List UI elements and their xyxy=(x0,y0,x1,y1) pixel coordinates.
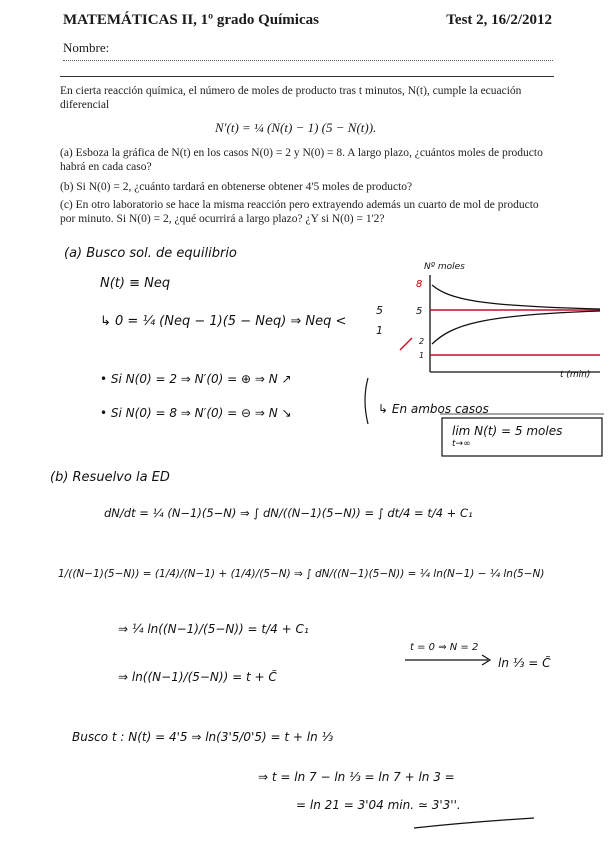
exam-title: MATEMÁTICAS II, 1º grado Químicas xyxy=(63,12,319,28)
solution-a-limit: lim N(t) = 5 moles xyxy=(452,424,563,438)
bracket-icon xyxy=(365,378,368,424)
solution-b-line4: ⇒ ln((N−1)/(5−N)) = t + C̃ xyxy=(118,670,277,684)
solution-b-heading: (b) Resuelvo la ED xyxy=(50,470,170,485)
equilibrium-root-5: 5 xyxy=(376,304,383,317)
solution-b-line5: Busco t : N(t) = 4'5 ⇒ ln(3'5/0'5) = t + ln ⅓ xyxy=(72,730,334,744)
solution-a-heading: (a) Busco sol. de equilibrio xyxy=(64,246,237,261)
initial-condition: t = 0 ⇒ N = 2 xyxy=(410,642,479,653)
red-arrow-icon xyxy=(400,338,412,350)
problem-part-a: (a) Esboza la gráfica de N(t) en los casos N(0) = 2 y N(0) = 8. A largo plazo, ¿cuántos moles de producto habrá en cada caso? xyxy=(60,147,543,173)
solution-a-limit-sub: t→∞ xyxy=(452,439,471,449)
problem-part-c: (c) En otro laboratorio se hace la misma reacción pero extrayendo además un cuarto de mol de producto por minuto. Si N(0) = 2, ¿qué ocurrirá a largo plazo? ¿Y si N(0) = 1'2? xyxy=(60,199,539,225)
graph-x-label: t (min) xyxy=(560,370,591,380)
test-date: Test 2, 16/2/2012 xyxy=(446,12,552,28)
graph-y-label: Nº moles xyxy=(424,262,465,272)
constant-value: ln ⅓ = C̃ xyxy=(498,656,551,670)
solution-a-case1: • Si N(0) = 2 ⇒ N′(0) = ⊕ ⇒ N ↗ xyxy=(100,372,292,386)
problem-part-b: (b) Si N(0) = 2, ¿cuánto tardará en obtenerse obtener 4'5 moles de producto? xyxy=(60,181,413,193)
solution-b-line2: 1/((N−1)(5−N)) = (1/4)/(N−1) + (1/4)/(5−N) ⇒ ∫ dN/((N−1)(5−N)) = ¼ ln(N−1) − ¼ ln(5−N) xyxy=(58,568,545,580)
solution-b-line3: ⇒ ¼ ln((N−1)/(5−N)) = t/4 + C₁ xyxy=(118,622,309,636)
equilibrium-root-1: 1 xyxy=(376,324,383,337)
solution-a-line1: N(t) ≡ Neq xyxy=(100,276,171,291)
problem-intro: En cierta reacción química, el número de moles de producto tras t minutos, N(t), cumple la ecuación diferencial xyxy=(60,85,522,111)
solution-b-line6: ⇒ t = ln 7 − ln ⅓ = ln 7 + ln 3 = xyxy=(258,770,455,784)
solution-a-case2: • Si N(0) = 8 ⇒ N′(0) = ⊖ ⇒ N ↘ xyxy=(100,406,292,420)
graph-tick-8: 8 xyxy=(416,279,423,290)
problem-equation: N′(t) = ¼ (N(t) − 1) (5 − N(t)). xyxy=(215,120,377,135)
final-underline xyxy=(414,818,534,828)
solution-b-line1: dN/dt = ¼ (N−1)(5−N) ⇒ ∫ dN/((N−1)(5−N)) = ∫ dt/4 = t/4 + C₁ xyxy=(104,506,473,520)
graph-tick-2: 2 xyxy=(419,337,425,346)
curve-from-2 xyxy=(432,311,600,344)
graph-tick-1: 1 xyxy=(419,351,425,360)
curve-from-8 xyxy=(432,285,600,309)
name-label: Nombre: xyxy=(63,40,110,55)
solution-b-line7: = ln 21 = 3'04 min. ≃ 3'3''. xyxy=(296,798,461,812)
graph-tick-5: 5 xyxy=(416,306,423,317)
solution-a-conclusion: ↳ En ambos casos xyxy=(378,402,489,416)
limit-box xyxy=(442,418,602,456)
solution-a-line2: ↳ 0 = ¼ (Neq − 1)(5 − Neq) ⇒ Neq < xyxy=(100,314,347,329)
